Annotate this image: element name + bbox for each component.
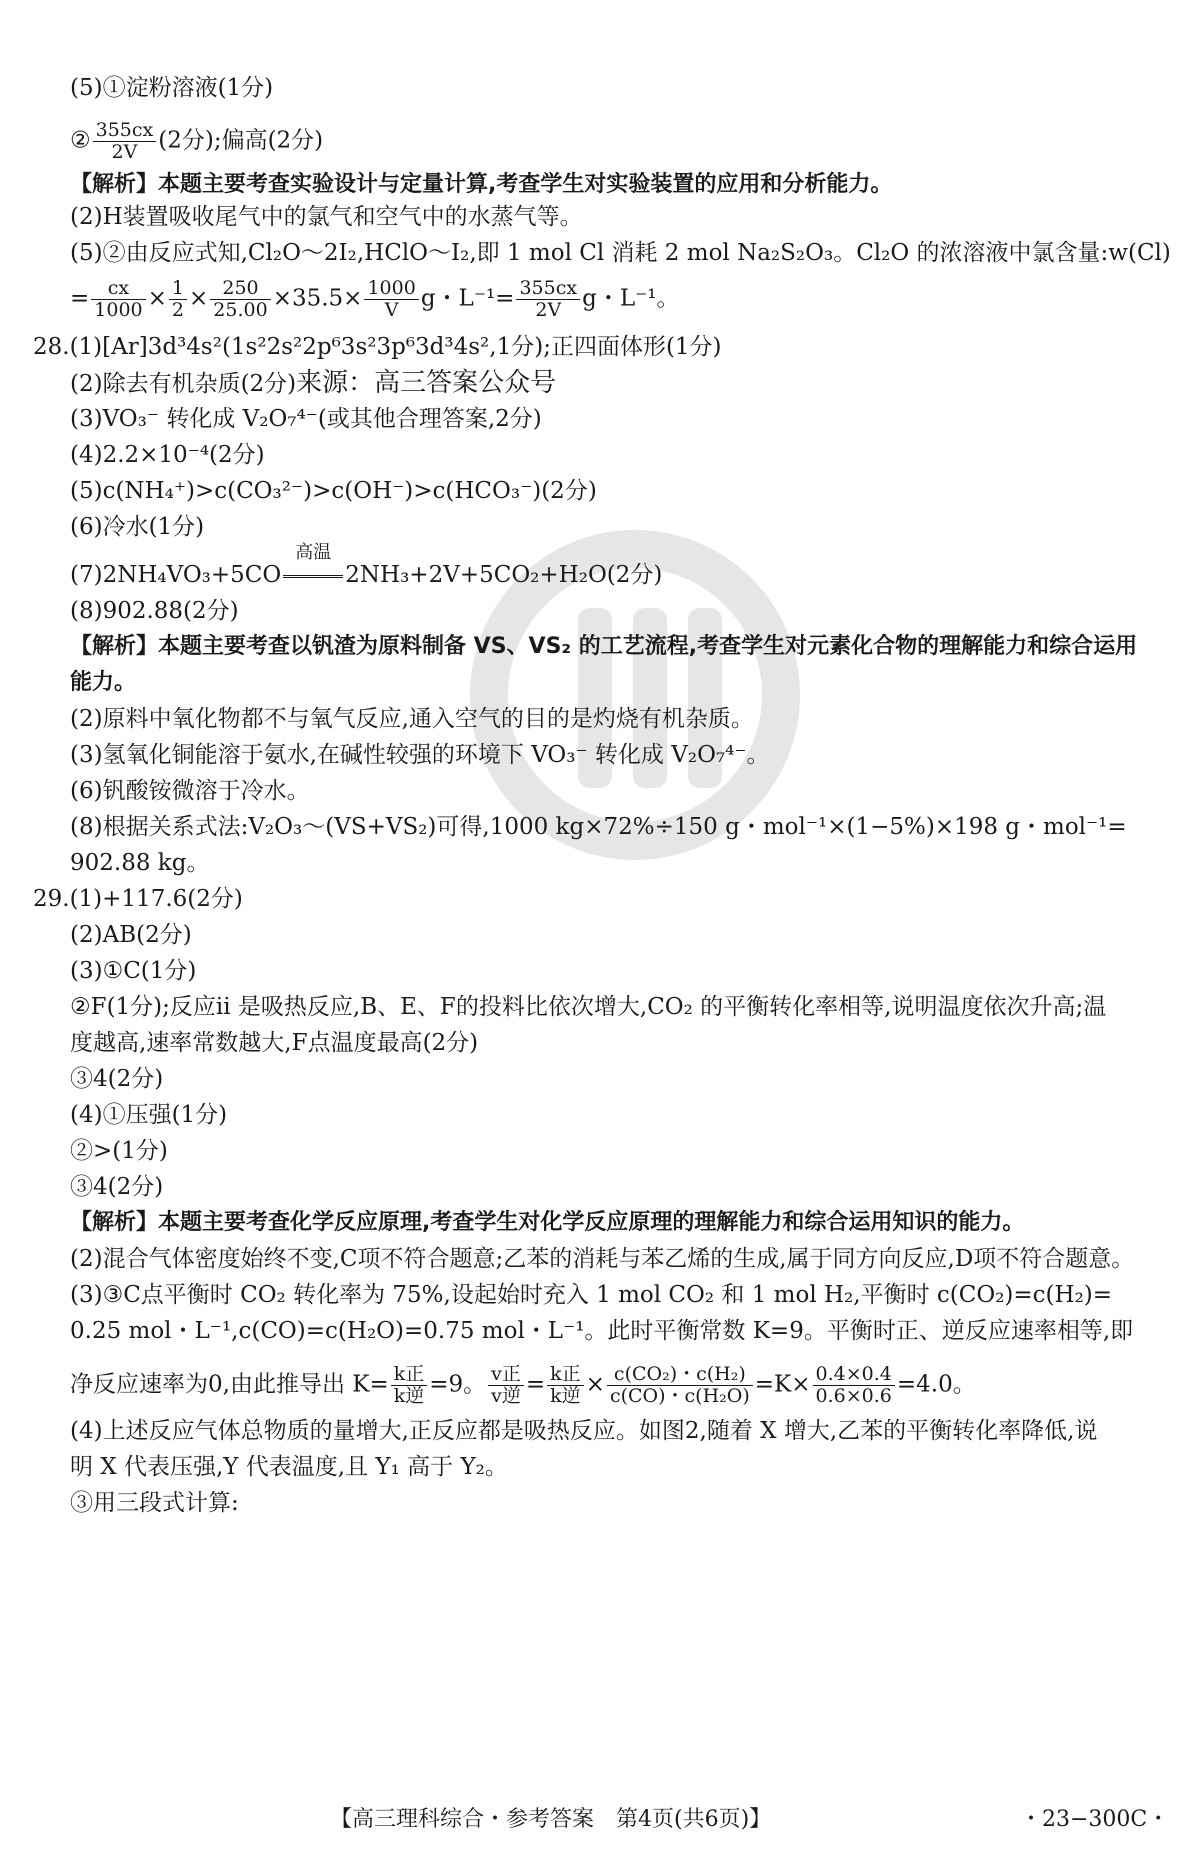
fraction: $\frac{355cx}{2V}$ — [93, 120, 157, 163]
text-line: (2)AB(2分) — [70, 922, 192, 948]
text-line: (6)钒酸铵微溶于冷水。 — [70, 778, 310, 804]
text-line: ②>(1分) — [70, 1138, 168, 1164]
analysis-heading: 【解析】本题主要考查以钒渣为原料制备 VS、VS₂ 的工艺流程,考查学生对元素化合物的理解能力和综合运用 — [70, 634, 1138, 659]
text-line: 能力。 — [70, 670, 137, 695]
text-line: ③用三段式计算: — [70, 1490, 239, 1516]
text-line: (3)氢氧化铜能溶于氨水,在碱性较强的环境下 VO₃⁻ 转化成 V₂O₇⁴⁻。 — [70, 742, 770, 768]
analysis-heading: 【解析】本题主要考查实验设计与定量计算,考查学生对实验装置的应用和分析能力。 — [70, 172, 893, 197]
analysis-heading: 【解析】本题主要考查化学反应原理,考查学生对化学反应原理的理解能力和综合运用知识的能力。 — [70, 1210, 1025, 1235]
text-line: ③4(2分) — [70, 1174, 164, 1200]
fraction: $\frac{\text{k正}}{\text{k逆}}$ — [547, 1364, 584, 1407]
text-line: 明 X 代表压强,Y 代表温度,且 Y₁ 高于 Y₂。 — [70, 1454, 508, 1480]
text-line: (2)除去有机杂质(2分)来源：高三答案公众号 — [70, 368, 557, 398]
text-line: ③4(2分) — [70, 1066, 164, 1092]
text-line: (4)上述反应气体总物质的量增大,正反应都是吸热反应。如图2,随着 X 增大,乙苯的平衡转化率降低,说 — [70, 1418, 1098, 1444]
fraction: $\frac{cx}{1000}$ — [91, 278, 145, 321]
formula-line: = $\frac{cx}{1000}$ × $\frac{1}{2}$ × $\frac{250}{25.00}$ ×35.5× $\frac{1000}{V}$ g・L⁻¹= $\frac{355cx}{2V}$ g・L⁻¹。 — [70, 277, 680, 321]
fraction: $\frac{1}{2}$ — [169, 278, 187, 321]
fraction: $\frac{355cx}{2V}$ — [516, 278, 580, 321]
text-line: 0.25 mol・L⁻¹,c(CO)=c(H₂O)=0.75 mol・L⁻¹。此时平衡常数 K=9。平衡时正、逆反应速率相等,即 — [70, 1318, 1134, 1344]
text-line: (3)①C(1分) — [70, 958, 197, 984]
footer-title: 【高三理科综合・参考答案 第4页(共6页)】 — [330, 1807, 772, 1832]
text-line: (6)冷水(1分) — [70, 514, 205, 540]
fraction: $\frac{250}{25.00}$ — [210, 278, 270, 321]
text-line: (2)原料中氧化物都不与氧气反应,通入空气的目的是灼烧有机杂质。 — [70, 706, 754, 732]
text-line: (4)①压强(1分) — [70, 1102, 228, 1128]
formula-line: 净反应速率为0,由此推导出 K= $\frac{\text{k正}}{\text{k逆}}$ =9。 $\frac{\text{v正}}{\text{v逆}}$ = $\frac{\text{k正}}{\text{k逆}}$ × $\frac{\text{c(CO₂)・c(H₂)}}{\text{c(CO)・c(H₂O)}}$ =K× $\frac{0.4\times 0.4}{0.6\times 0.6}$ =4.0。 — [70, 1363, 976, 1407]
text-line: (5)c(NH₄⁺)>c(CO₃²⁻)>c(OH⁻)>c(HCO₃⁻)(2分) — [70, 478, 597, 504]
text-line: 度越高,速率常数越大,F点温度最高(2分) — [70, 1030, 479, 1056]
footer-code: ・23−300C・ — [1020, 1807, 1170, 1832]
text-line: (3)③C点平衡时 CO₂ 转化率为 75%,设起始时充入 1 mol CO₂ 和 1 mol H₂,平衡时 c(CO₂)=c(H₂)= — [70, 1282, 1113, 1308]
line-5-1: (5)①淀粉溶液(1分) — [70, 75, 274, 101]
text-line: (3)VO₃⁻ 转化成 V₂O₇⁴⁻(或其他合理答案,2分) — [70, 406, 542, 432]
fraction: $\frac{0.4\times 0.4}{0.6\times 0.6}$ — [813, 1364, 895, 1407]
source-note: 来源：高三答案公众号 — [296, 368, 557, 398]
text-line: (5)②由反应式知,Cl₂O～2I₂,HClO～I₂,即 1 mol Cl 消耗 2 mol Na₂S₂O₃。Cl₂O 的浓溶液中氯含量:w(Cl) — [70, 240, 1171, 266]
question-28: 28.(1)[Ar]3d³4s²(1s²2s²2p⁶3s²3p⁶3d³4s²,1分);正四面体形(1分) — [33, 334, 722, 360]
text-line: (8)902.88(2分) — [70, 598, 239, 624]
text-line: 902.88 kg。 — [70, 850, 210, 876]
text-line: (4)2.2×10⁻⁴(2分) — [70, 442, 265, 468]
text-line: ②F(1分);反应ⅱ 是吸热反应,B、E、F的投料比依次增大,CO₂ 的平衡转化率相等,说明温度依次升高;温 — [70, 994, 1107, 1020]
reaction-condition: 高温 — [281, 560, 345, 590]
text-line: (2)H装置吸收尾气中的氯气和空气中的水蒸气等。 — [70, 204, 583, 230]
line-5-2: ② $\frac{355cx}{2V}$ (2分);偏高(2分) — [70, 119, 324, 163]
fraction: $\frac{1000}{V}$ — [364, 278, 418, 321]
reaction-line: (7)2NH₄VO₃+5CO 高温 2NH₃+2V+5CO₂+H₂O(2分) — [70, 542, 663, 588]
text-line: (2)混合气体密度始终不变,C项不符合题意;乙苯的消耗与苯乙烯的生成,属于同方向反应,D项不符合题意。 — [70, 1246, 1135, 1272]
text-line: (8)根据关系式法:V₂O₃～(VS+VS₂)可得,1000 kg×72%÷150 g・mol⁻¹×(1−5%)×198 g・mol⁻¹= — [70, 814, 1127, 840]
fraction: $\frac{\text{k正}}{\text{k逆}}$ — [391, 1364, 428, 1407]
question-29: 29.(1)+117.6(2分) — [33, 886, 243, 912]
fraction: $\frac{\text{v正}}{\text{v逆}}$ — [488, 1364, 524, 1407]
fraction: $\frac{\text{c(CO₂)・c(H₂)}}{\text{c(CO)・c(H₂O)}}$ — [607, 1364, 753, 1407]
